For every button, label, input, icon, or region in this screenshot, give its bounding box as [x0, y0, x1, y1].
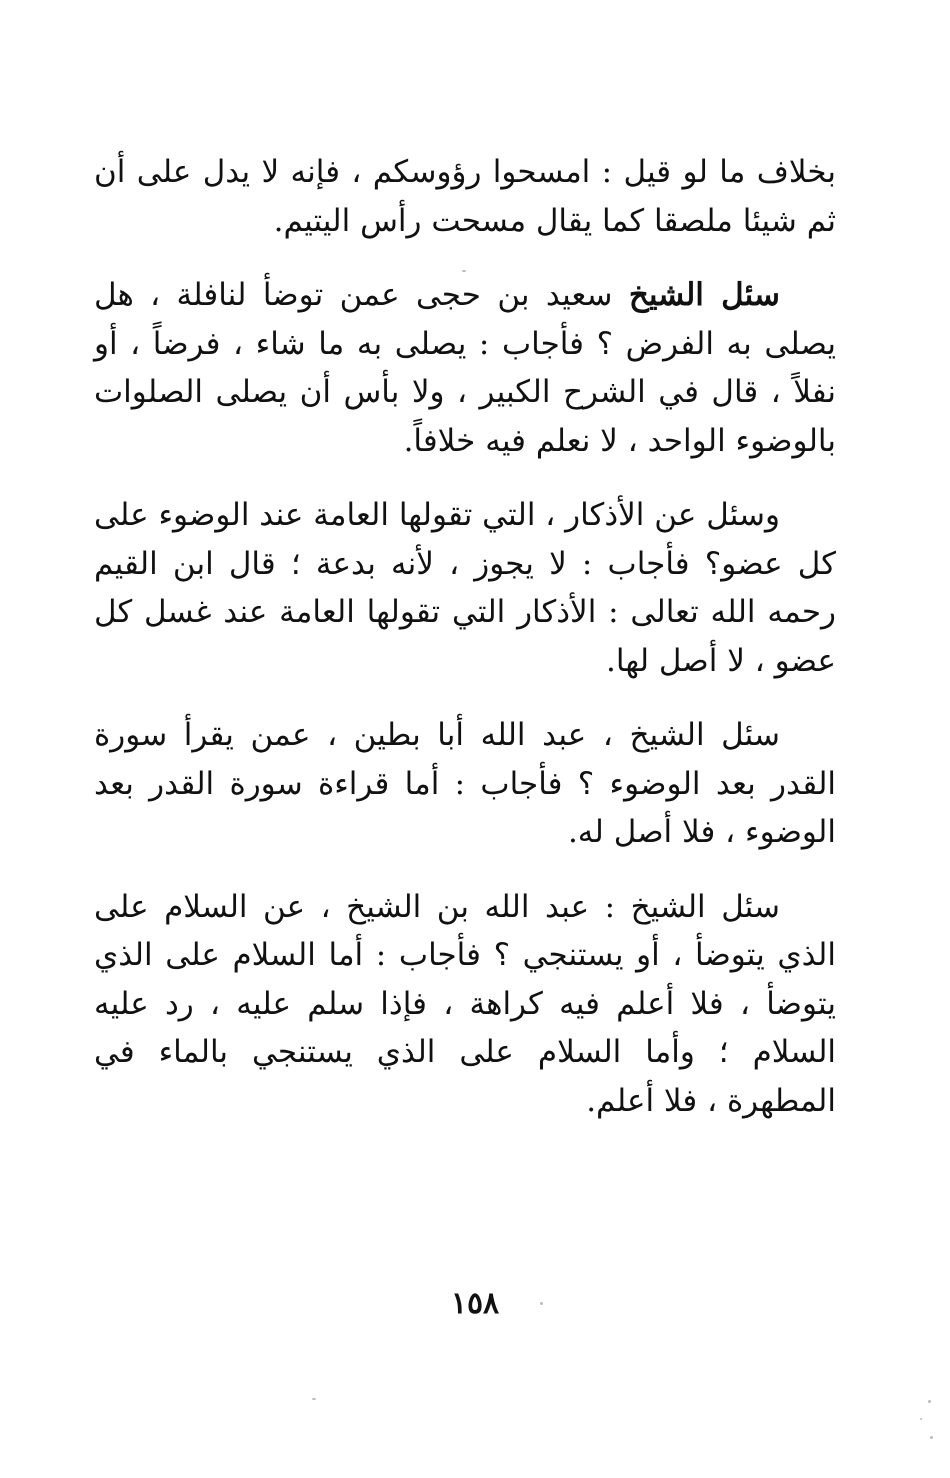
paragraph-2 — [94, 271, 836, 465]
paragraph-3-text: وسئل عن الأذكار ، التي تقولها العامة عند الوضوء على كل عضو؟ فأجاب : لا يجوز ، لأنه بدعة ؛ قال ابن القيم رحمه الله تعالى : الأذكار التي تقولها العامة عند غسل كل عضو ، لا أصل لها. — [94, 497, 836, 679]
scan-speck — [920, 1418, 922, 1420]
scan-speck — [540, 1302, 543, 1305]
paragraph-3 — [94, 491, 836, 685]
paragraph-1-text: بخلاف ما لو قيل : امسحوا رؤوسكم ، فإنه لا يدل على أن ثم شيئا ملصقا كما يقال مسحت رأس اليتيم. — [94, 154, 836, 239]
scan-speck — [930, 1436, 933, 1439]
scan-speck — [928, 1400, 931, 1403]
paragraph-5-text: سئل الشيخ : عبد الله بن الشيخ ، عن السلام على الذي يتوضأ ، أو يستنجي ؟ فأجاب : أما السلام على الذي يتوضأ ، فلا أعلم فيه كراهة ، فإذا سلم عليه ، رد عليه السلام ؛ وأما السلام على الذي يستنجي بالماء في المطهرة ، فلا أعلم. — [94, 888, 836, 1119]
paragraph-4 — [94, 711, 836, 857]
paragraph-1 — [94, 148, 836, 245]
page-number: ١٥٨ — [450, 1286, 500, 1321]
paragraph-5 — [94, 883, 836, 1126]
paragraph-2-text: سعيد بن حجى عمن توضأ لنافلة ، هل يصلى به الفرض ؟ فأجاب : يصلى به ما شاء ، فرضاً ، أو نفلاً ، قال في الشرح الكبير ، ولا بأس أن يصلى الصلوات بالوضوء الواحد ، لا نعلم فيه خلافاً. — [94, 277, 836, 459]
page-body — [94, 148, 836, 1151]
scan-speck — [462, 270, 466, 272]
paragraph-2-lead: سئل الشيخ — [628, 277, 780, 313]
scan-speck — [312, 1398, 316, 1400]
paragraph-4-text: سئل الشيخ ، عبد الله أبا بطين ، عمن يقرأ سورة القدر بعد الوضوء ؟ فأجاب : أما قراءة سورة القدر بعد الوضوء ، فلا أصل له. — [94, 717, 836, 850]
